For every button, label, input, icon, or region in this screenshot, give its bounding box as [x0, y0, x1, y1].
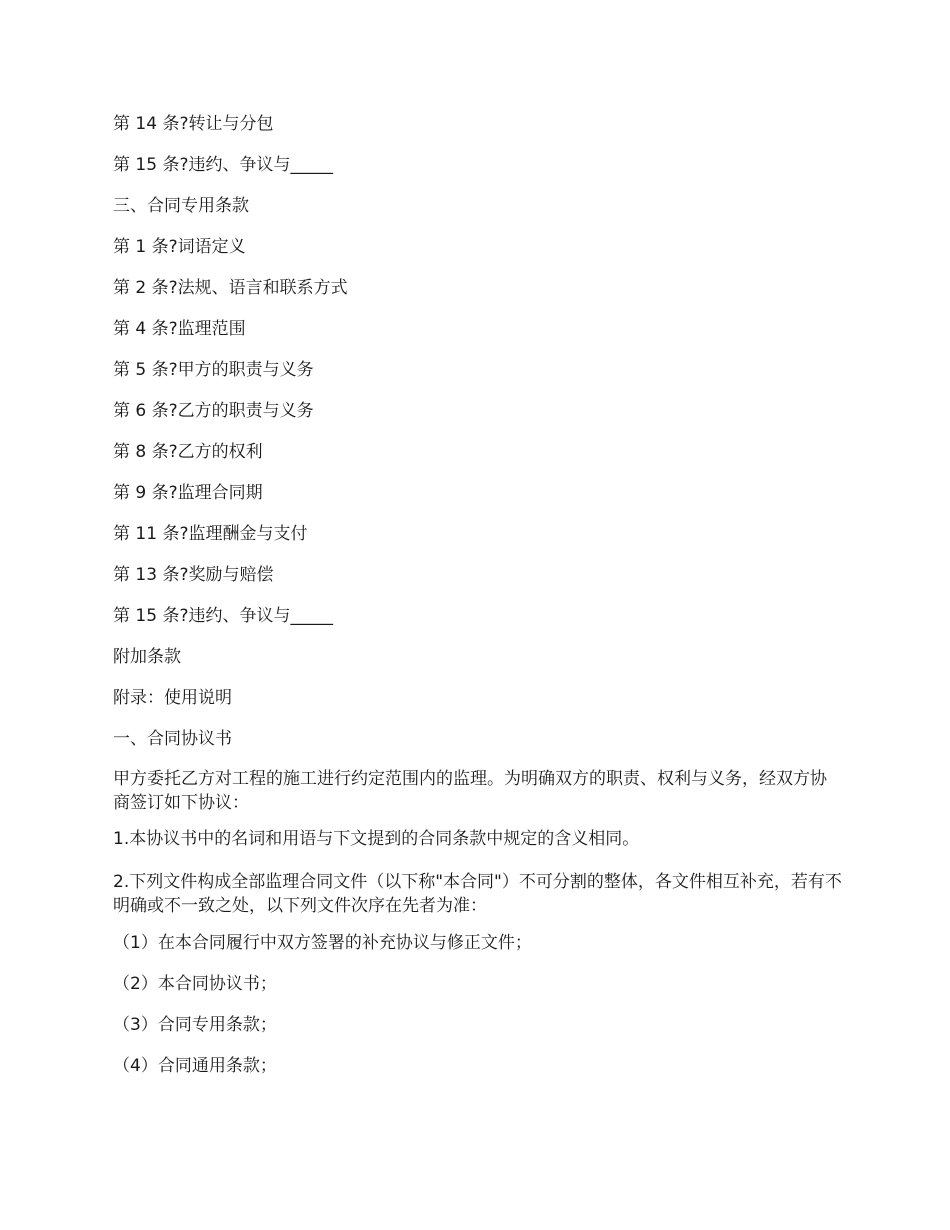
clause-2-regulations: 第 2 条?法规、语言和联系方式	[113, 278, 348, 298]
clause-5-party-a-duties: 第 5 条?甲方的职责与义务	[113, 360, 314, 380]
document-order-item-4: （4）合同通用条款；	[113, 1056, 277, 1076]
clause-6-party-b-duties: 第 6 条?乙方的职责与义务	[113, 401, 314, 421]
additional-terms-heading: 附加条款	[113, 647, 181, 667]
clause-13-rewards: 第 13 条?奖励与赔偿	[113, 565, 274, 585]
document-order-item-3: （3）合同专用条款；	[113, 1015, 277, 1035]
clause-15-breach: 第 15 条?违约、争议与_____	[113, 155, 333, 175]
clause-9-contract-period: 第 9 条?监理合同期	[113, 483, 263, 503]
agreement-item-1: 1.本协议书中的名词和用语与下文提到的合同条款中规定的含义相同。	[113, 829, 640, 849]
clause-15-breach-special: 第 15 条?违约、争议与_____	[113, 606, 333, 626]
document-order-item-2: （2）本合同协议书；	[113, 974, 277, 994]
intro-paragraph: 甲方委托乙方对工程的施工进行约定范围内的监理。为明确双方的职责、权利与义务，经双方协商签订如下协议：	[113, 769, 827, 813]
document-order-item-1: （1）在本合同履行中双方签署的补充协议与修正文件；	[113, 933, 532, 953]
section-heading-agreement: 一、合同协议书	[113, 729, 232, 749]
clause-8-party-b-rights: 第 8 条?乙方的权利	[113, 442, 263, 462]
clause-4-scope: 第 4 条?监理范围	[113, 319, 246, 339]
section-heading-special-terms: 三、合同专用条款	[113, 196, 249, 216]
clause-11-remuneration: 第 11 条?监理酬金与支付	[113, 524, 308, 544]
appendix-heading: 附录：使用说明	[113, 688, 232, 708]
clause-14-transfer: 第 14 条?转让与分包	[113, 114, 274, 134]
agreement-item-2: 2.下列文件构成全部监理合同文件（以下称"本合同"）不可分割的整体，各文件相互补充，若有不明确或不一致之处，以下列文件次序在先者为准：	[113, 872, 842, 916]
clause-1-definitions: 第 1 条?词语定义	[113, 237, 246, 257]
